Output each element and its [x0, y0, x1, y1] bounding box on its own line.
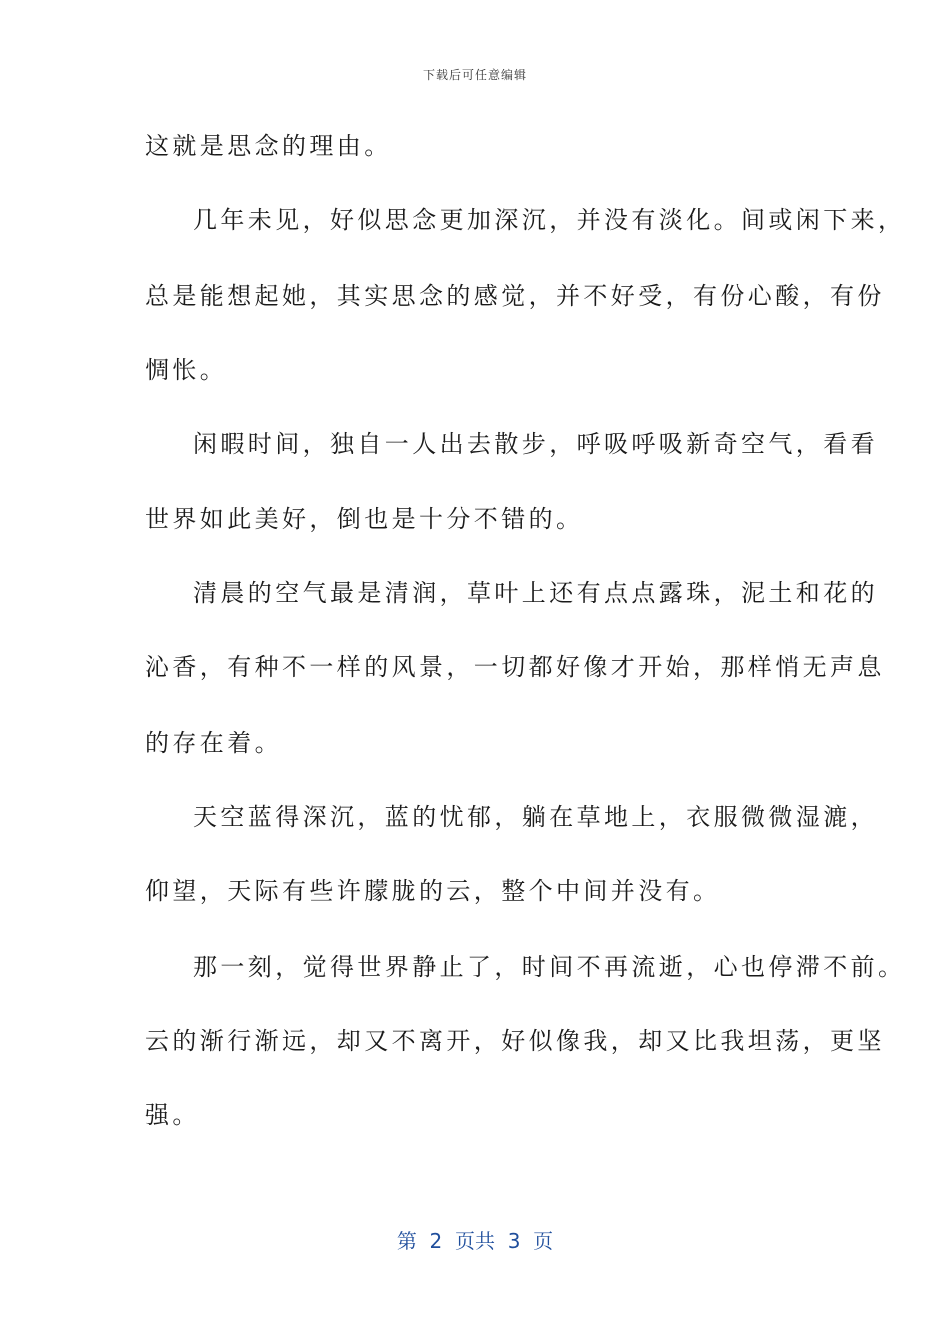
text-line-5: 闲暇时间，独自一人出去散步，呼吸呼吸新奇空气，看看	[193, 430, 878, 458]
text-line-1: 这就是思念的理由。	[145, 132, 392, 160]
text-line-12: 那一刻，觉得世界静止了，时间不再流逝，心也停滞不前。	[193, 953, 906, 981]
page-header: 下载后可任意编辑	[422, 68, 527, 82]
text-line-14: 强。	[145, 1101, 200, 1129]
text-line-6: 世界如此美好，倒也是十分不错的。	[145, 505, 584, 533]
text-line-3: 总是能想起她，其实思念的感觉，并不好受，有份心酸，有份	[145, 282, 885, 310]
text-line-13: 云的渐行渐远，却又不离开，好似像我，却又比我坦荡，更坚	[145, 1027, 885, 1055]
text-line-8: 沁香，有种不一样的风景，一切都好像才开始，那样悄无声息	[145, 653, 885, 681]
text-line-9: 的存在着。	[145, 729, 282, 757]
page-number-footer: 第 2 页共 3 页	[396, 1229, 554, 1253]
text-line-10: 天空蓝得深沉，蓝的忧郁，躺在草地上，衣服微微湿漉，	[193, 803, 878, 831]
text-line-2: 几年未见，好似思念更加深沉，并没有淡化。间或闲下来，	[193, 206, 906, 234]
text-line-4: 惆怅。	[145, 356, 228, 384]
text-line-7: 清晨的空气最是清润，草叶上还有点点露珠，泥土和花的	[193, 579, 878, 607]
text-line-11: 仰望，天际有些许朦胧的云，整个中间并没有。	[145, 877, 721, 905]
